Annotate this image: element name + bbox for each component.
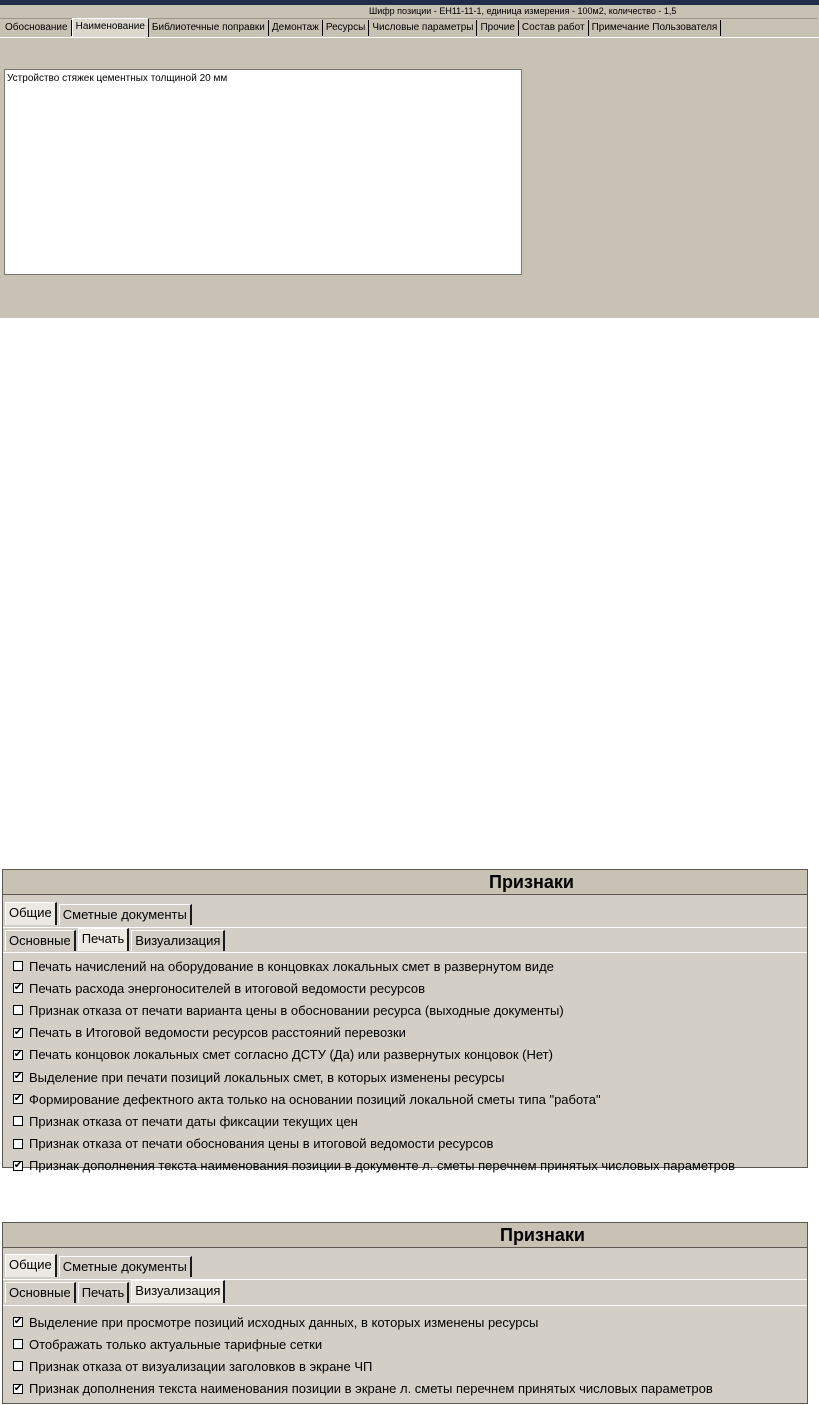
option-row[interactable] (13, 1022, 735, 1044)
check-mark-icon: ✔ (13, 1382, 23, 1394)
tab-smetnye-dokumenty[interactable]: Сметные документы (59, 1256, 192, 1277)
tab-naimenovanie[interactable]: Наименование (72, 18, 149, 37)
visual-options-list (13, 1311, 713, 1400)
option-checkbox[interactable] (13, 1317, 23, 1327)
tab-obshchie[interactable]: Общие (5, 902, 57, 925)
position-editor-window (0, 0, 819, 318)
option-checkbox[interactable] (13, 1361, 23, 1371)
option-row[interactable] (13, 1044, 735, 1066)
option-label: Признак отказа от визуализации заголовков в экране ЧП (29, 1358, 373, 1374)
option-row[interactable] (13, 1110, 735, 1132)
option-row[interactable] (13, 1311, 713, 1333)
tab-vizualizatsiya[interactable]: Визуализация (131, 930, 225, 951)
check-mark-icon: ✔ (13, 1048, 23, 1060)
tab-chislovye-parametry[interactable]: Числовые параметры (369, 20, 477, 36)
tab-bibliotechnye-popravki[interactable]: Библиотечные поправки (149, 20, 269, 36)
option-row[interactable] (13, 1066, 735, 1088)
tab-vizualizatsiya[interactable]: Визуализация (131, 1280, 225, 1303)
tab-obshchie[interactable]: Общие (5, 1254, 57, 1277)
priznaki-visual-panel (2, 1222, 808, 1404)
option-label: Признак дополнения текста наименования позиции в документе л. сметы перечнем принятых числовых параметров (29, 1158, 735, 1174)
option-checkbox[interactable] (13, 1139, 23, 1149)
tabs-divider (3, 1279, 807, 1280)
subtabs-divider (3, 952, 807, 953)
option-checkbox[interactable] (13, 1384, 23, 1394)
panel-title: Признаки (489, 872, 574, 892)
option-checkbox[interactable] (13, 1028, 23, 1038)
print-options-list (13, 955, 735, 1177)
sub-tabs (5, 1282, 227, 1303)
check-mark-icon: ✔ (13, 1026, 23, 1038)
tab-resursy[interactable]: Ресурсы (323, 20, 369, 36)
option-checkbox[interactable] (13, 1005, 23, 1015)
top-tabs (5, 904, 194, 925)
position-tabs (2, 20, 721, 37)
tab-osnovnye[interactable]: Основные (5, 1282, 76, 1303)
top-tabs (5, 1256, 194, 1277)
option-label: Печать концовок локальных смет согласно ДСТУ (Да) или развернутых концовок (Нет) (29, 1047, 553, 1063)
option-checkbox[interactable] (13, 1072, 23, 1082)
tab-osnovnye[interactable]: Основные (5, 930, 76, 951)
option-checkbox[interactable] (13, 961, 23, 971)
option-checkbox[interactable] (13, 983, 23, 993)
tab-divider (0, 37, 819, 38)
position-name-textarea[interactable] (4, 69, 522, 275)
option-label: Формирование дефектного акта только на основании позиций локальной сметы типа "работа" (29, 1091, 601, 1107)
option-label: Признак отказа от печати обоснования цены в итоговой ведомости ресурсов (29, 1136, 494, 1152)
option-label: Выделение при просмотре позиций исходных данных, в которых изменены ресурсы (29, 1314, 539, 1330)
tab-pechat[interactable]: Печать (78, 1282, 130, 1303)
tab-prochie[interactable]: Прочие (477, 20, 518, 36)
option-label: Признак отказа от печати варианта цены в обосновании ресурса (выходные документы) (29, 1002, 564, 1018)
option-row[interactable] (13, 1155, 735, 1177)
option-row[interactable] (13, 977, 735, 999)
tab-sostav-rabot[interactable]: Состав работ (519, 20, 589, 36)
option-row[interactable] (13, 955, 735, 977)
option-checkbox[interactable] (13, 1339, 23, 1349)
option-row[interactable] (13, 1355, 713, 1377)
tab-pechat[interactable]: Печать (78, 928, 130, 951)
position-info-bar (0, 5, 817, 19)
option-row[interactable] (13, 1378, 713, 1400)
option-row[interactable] (13, 1333, 713, 1355)
priznaki-print-panel (2, 869, 808, 1174)
option-label: Признак дополнения текста наименования позиции в экране л. сметы перечнем принятых числовых параметров (29, 1381, 713, 1397)
option-row[interactable] (13, 999, 735, 1021)
option-label: Выделение при печати позиций локальных смет, в которых изменены ресурсы (29, 1069, 505, 1085)
panel-title-bar (3, 1223, 807, 1248)
option-checkbox[interactable] (13, 1094, 23, 1104)
check-mark-icon: ✔ (13, 1071, 23, 1083)
tab-primechanie-polzovatelya[interactable]: Примечание Пользователя (589, 20, 722, 36)
sub-tabs (5, 930, 227, 951)
option-label: Печать в Итоговой ведомости ресурсов расстояний перевозки (29, 1025, 406, 1041)
panel-title: Признаки (500, 1225, 585, 1245)
option-checkbox[interactable] (13, 1050, 23, 1060)
option-label: Отображать только актуальные тарифные сетки (29, 1336, 323, 1352)
check-mark-icon: ✔ (13, 1093, 23, 1105)
option-label: Печать начислений на оборудование в концовках локальных смет в развернутом виде (29, 958, 554, 974)
option-checkbox[interactable] (13, 1161, 23, 1171)
tab-smetnye-dokumenty[interactable]: Сметные документы (59, 904, 192, 925)
tab-obosnovanie[interactable]: Обоснование (2, 20, 72, 36)
option-row[interactable] (13, 1133, 735, 1155)
tab-demontazh[interactable]: Демонтаж (269, 20, 323, 36)
option-checkbox[interactable] (13, 1116, 23, 1126)
option-label: Печать расхода энергоносителей в итоговой ведомости ресурсов (29, 980, 426, 996)
panel-title-bar (3, 870, 807, 895)
check-mark-icon: ✔ (13, 1316, 23, 1328)
position-info-text: Шифр позиции - ЕН11-11-1, единица измерения - 100м2, количество - 1,5 (369, 6, 677, 16)
subtabs-divider (3, 1305, 807, 1306)
option-row[interactable] (13, 1088, 735, 1110)
option-label: Признак отказа от печати даты фиксации текущих цен (29, 1113, 358, 1129)
check-mark-icon: ✔ (13, 982, 23, 994)
check-mark-icon: ✔ (13, 1159, 23, 1171)
